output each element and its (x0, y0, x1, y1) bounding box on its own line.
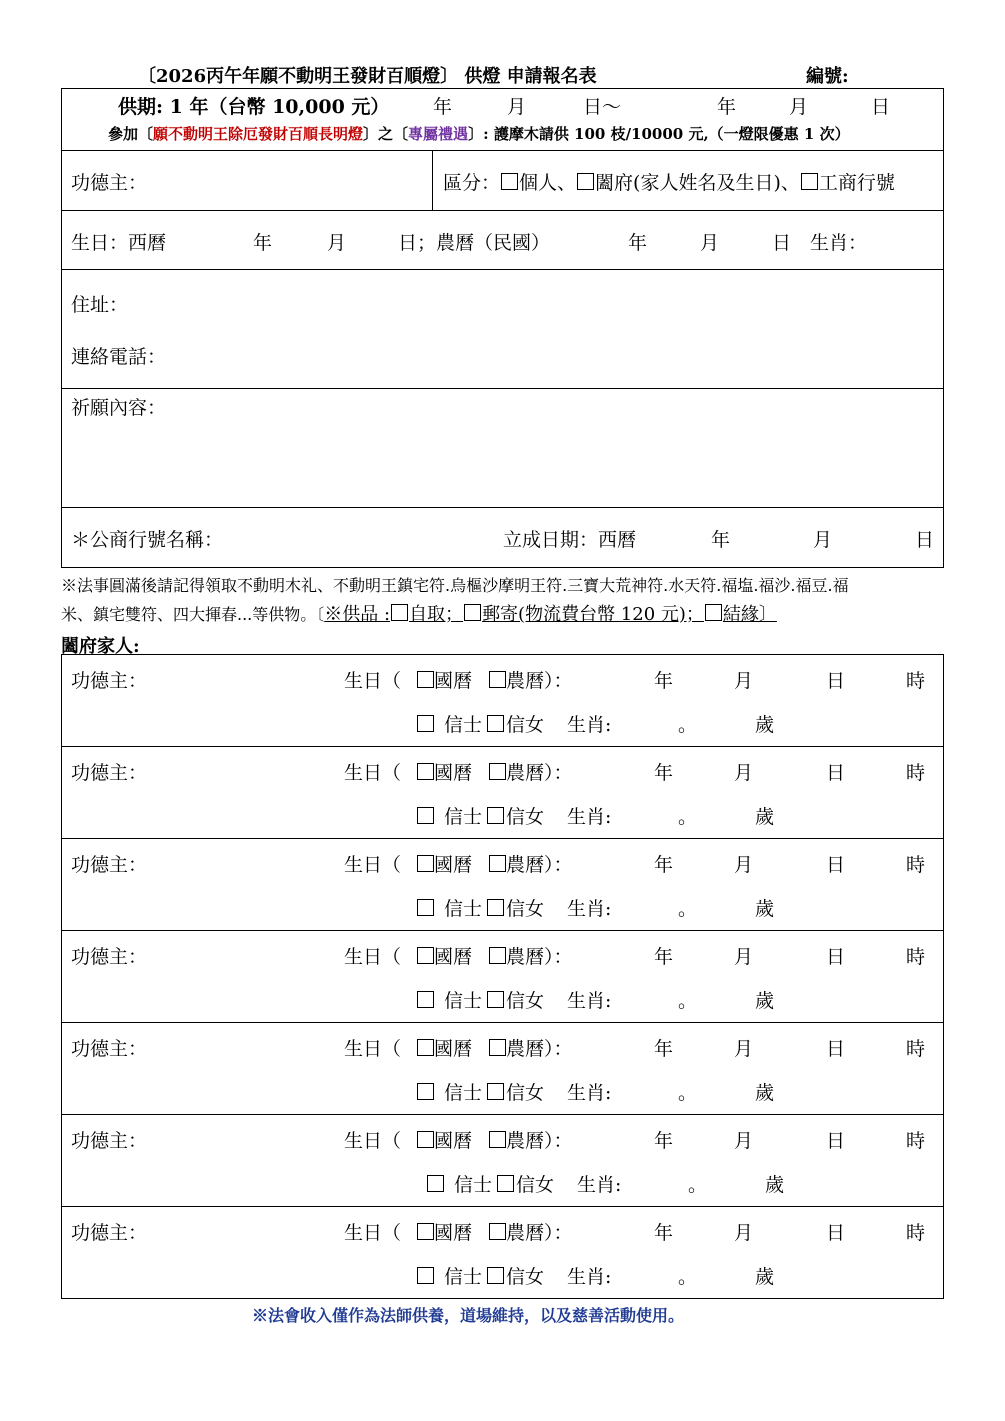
lunar-calendar-label: 農曆）： (506, 946, 573, 968)
family-age-label[interactable]: 歲 (765, 1174, 785, 1196)
female-devotee-checkbox[interactable] (487, 899, 504, 916)
family-birth-year[interactable]: 年 (654, 946, 674, 968)
family-zodiac-separator: 。 (688, 1174, 708, 1196)
solar-calendar-label: 國曆 (434, 762, 473, 784)
lunar-calendar-label: 農曆）： (506, 1222, 573, 1244)
family-birth-day[interactable]: 日 (826, 1038, 846, 1060)
solar-calendar-checkbox[interactable] (417, 1223, 434, 1240)
period-end-day[interactable]: 日 (871, 96, 891, 118)
male-devotee-checkbox[interactable] (427, 1175, 444, 1192)
family-birth-day[interactable]: 日 (826, 762, 846, 784)
family-donor-label: 功德主： (71, 762, 148, 784)
lunar-calendar-label: 農曆）： (506, 670, 573, 692)
address-field[interactable]: 住址： (71, 294, 129, 316)
business-checkbox[interactable] (801, 173, 818, 190)
table-row-divider (61, 746, 944, 747)
bond-checkbox[interactable] (705, 604, 722, 621)
company-name-field[interactable]: ＊公商行號名稱： (71, 529, 224, 551)
female-devotee-checkbox[interactable] (487, 1267, 504, 1284)
divider (61, 507, 944, 508)
lunar-calendar-checkbox[interactable] (489, 1131, 506, 1148)
male-devotee-label: 信士 (444, 990, 483, 1012)
period-start-day[interactable]: 日～ (583, 96, 622, 118)
male-devotee-checkbox[interactable] (417, 991, 434, 1008)
bond-label: 結緣〕 (722, 604, 777, 625)
business-label: 工商行號 (818, 172, 895, 194)
family-age-label[interactable]: 歲 (755, 714, 775, 736)
phone-field[interactable]: 連絡電話： (71, 346, 167, 368)
solar-calendar-label: 國曆 (434, 1038, 473, 1060)
promo-special: 專屬禮遇 (408, 125, 469, 143)
family-birth-label: 生日（ (344, 854, 402, 876)
solar-calendar-checkbox[interactable] (417, 855, 434, 872)
family-birth-year[interactable]: 年 (654, 762, 674, 784)
family-zodiac-separator: 。 (678, 1266, 698, 1288)
family-birth-year[interactable]: 年 (654, 854, 674, 876)
table-row-divider (61, 838, 944, 839)
family-birth-hour[interactable]: 時 (906, 854, 926, 876)
lunar-calendar-checkbox[interactable] (489, 855, 506, 872)
family-birth-month[interactable]: 月 (734, 1222, 754, 1244)
solar-calendar-label: 國曆 (434, 946, 473, 968)
solar-calendar-label: 國曆 (434, 1130, 473, 1152)
family-birth-label: 生日（ (344, 1038, 402, 1060)
family-birth-label: 生日（ (344, 1130, 402, 1152)
male-devotee-checkbox[interactable] (417, 899, 434, 916)
male-devotee-label: 信士 (444, 898, 483, 920)
male-devotee-label: 信士 (444, 806, 483, 828)
founded-year[interactable]: 年 (711, 529, 731, 551)
family-donor-label: 功德主： (71, 1222, 148, 1244)
family-zodiac-label: 生肖: (567, 990, 612, 1012)
notice-line-1: ※法事圓滿後請記得領取不動明木礼、不動明王鎮宅符.烏樞沙摩明王符.三寶大荒神符.水天符.福塩.福沙.福豆.福 (61, 576, 849, 595)
family-zodiac-separator: 。 (678, 898, 698, 920)
female-devotee-checkbox[interactable] (487, 1083, 504, 1100)
family-section-title: 闔府家人: (61, 636, 140, 657)
female-devotee-checkbox[interactable] (497, 1175, 514, 1192)
founded-day[interactable]: 日 (915, 529, 935, 551)
household-checkbox[interactable] (577, 173, 594, 190)
family-birth-label: 生日（ (344, 1222, 402, 1244)
family-age-label[interactable]: 歲 (755, 1082, 775, 1104)
family-birth-hour[interactable]: 時 (906, 946, 926, 968)
family-birth-year[interactable]: 年 (654, 1038, 674, 1060)
solar-calendar-checkbox[interactable] (417, 763, 434, 780)
pickup-checkbox[interactable] (391, 604, 408, 621)
female-devotee-checkbox[interactable] (487, 807, 504, 824)
family-birth-label: 生日（ (344, 670, 402, 692)
family-birth-hour[interactable]: 時 (906, 670, 926, 692)
male-devotee-label: 信士 (454, 1174, 493, 1196)
family-birth-day[interactable]: 日 (826, 1130, 846, 1152)
solar-calendar-label: 國曆 (434, 670, 473, 692)
donor-label: 功德主： (71, 172, 148, 194)
family-donor-label: 功德主： (71, 854, 148, 876)
family-birth-day[interactable]: 日 (826, 854, 846, 876)
family-age-label[interactable]: 歲 (755, 1266, 775, 1288)
category-selector (443, 168, 895, 195)
divider (61, 150, 944, 151)
lunar-calendar-checkbox[interactable] (489, 671, 506, 688)
solar-calendar-checkbox[interactable] (417, 947, 434, 964)
individual-checkbox[interactable] (501, 173, 518, 190)
birth-lunar-month[interactable]: 月 (700, 232, 720, 254)
birth-solar-month[interactable]: 月 (327, 232, 347, 254)
solar-calendar-label: 國曆 (434, 1222, 473, 1244)
table-row-divider (61, 1022, 944, 1023)
family-birth-month[interactable]: 月 (734, 854, 754, 876)
period-end-month[interactable]: 月 (789, 96, 809, 118)
family-birth-day[interactable]: 日 (826, 670, 846, 692)
female-devotee-checkbox[interactable] (487, 715, 504, 732)
solar-calendar-label: 國曆 (434, 854, 473, 876)
family-birth-month[interactable]: 月 (734, 670, 754, 692)
lunar-calendar-checkbox[interactable] (489, 1223, 506, 1240)
family-zodiac-label: 生肖: (567, 806, 612, 828)
zodiac-label: 生肖： (810, 232, 868, 254)
birth-lunar-year[interactable]: 年 (628, 232, 648, 254)
family-birth-year[interactable]: 年 (654, 1222, 674, 1244)
family-donor-label: 功德主： (71, 670, 148, 692)
family-table (61, 654, 944, 1299)
wish-field[interactable]: 祈願內容： (71, 397, 167, 419)
period-end-year[interactable]: 年 (717, 96, 737, 118)
family-zodiac-label: 生肖: (567, 1082, 612, 1104)
female-devotee-label: 信女 (506, 714, 545, 736)
solar-calendar-checkbox[interactable] (417, 1131, 434, 1148)
female-devotee-label: 信女 (506, 1266, 545, 1288)
family-birth-year[interactable]: 年 (654, 670, 674, 692)
birth-solar-label: 生日：西曆 (71, 232, 167, 254)
family-birth-label: 生日（ (344, 762, 402, 784)
founded-month[interactable]: 月 (813, 529, 833, 551)
divider (61, 388, 944, 389)
offering-label: ※供品 : (324, 604, 391, 625)
table-row-divider (61, 930, 944, 931)
family-zodiac-label: 生肖: (567, 714, 612, 736)
family-birth-day[interactable]: 日 (826, 946, 846, 968)
female-devotee-label: 信女 (506, 990, 545, 1012)
household-label: 闔府(家人姓名及生日)、 (595, 172, 800, 194)
table-row-divider (61, 1114, 944, 1115)
footer-note: ※法會收入僅作為法師供養，道場維持，以及慈善活動使用。 (252, 1306, 685, 1325)
family-age-label[interactable]: 歲 (755, 806, 775, 828)
promo-line (108, 123, 850, 144)
family-birth-month[interactable]: 月 (734, 946, 754, 968)
female-devotee-label: 信女 (506, 1082, 545, 1104)
male-devotee-label: 信士 (444, 1266, 483, 1288)
lunar-calendar-label: 農曆）： (506, 1130, 573, 1152)
serial-number-label: 編號: (806, 66, 849, 87)
offering-options (324, 604, 777, 625)
lunar-calendar-label: 農曆）： (506, 1038, 573, 1060)
male-devotee-checkbox[interactable] (417, 1267, 434, 1284)
lunar-calendar-checkbox[interactable] (489, 947, 506, 964)
family-zodiac-separator: 。 (678, 714, 698, 736)
promo-suffix: 〕: 護摩木請供 100 枝/10000 元,（一燈限優惠 1 次） (468, 125, 850, 143)
family-birth-hour[interactable]: 時 (906, 1130, 926, 1152)
female-devotee-label: 信女 (506, 806, 545, 828)
family-zodiac-label: 生肖: (567, 1266, 612, 1288)
lunar-calendar-checkbox[interactable] (489, 1039, 506, 1056)
promo-lamp-name: 願不動明王除厄發財百順長明燈 (153, 125, 364, 143)
family-birth-hour[interactable]: 時 (906, 1038, 926, 1060)
promo-mid: 〕之〔 (363, 125, 409, 143)
solar-calendar-checkbox[interactable] (417, 671, 434, 688)
family-donor-label: 功德主： (71, 1038, 148, 1060)
male-devotee-checkbox[interactable] (417, 1083, 434, 1100)
birth-lunar-day[interactable]: 日 (772, 232, 792, 254)
founded-date-label: 立成日期：西曆 (503, 529, 637, 551)
table-row-divider (61, 1206, 944, 1207)
family-birth-day[interactable]: 日 (826, 1222, 846, 1244)
promo-prefix: 參加〔 (108, 125, 154, 143)
category-label: 區分： (443, 172, 501, 194)
solar-calendar-checkbox[interactable] (417, 1039, 434, 1056)
female-devotee-label: 信女 (506, 898, 545, 920)
notice-prefix: 米、鎮宅雙符、四大揮春...等供物。〔 (61, 605, 325, 624)
form-title: 〔2026丙午年願不動明王發財百順燈〕 供燈 申請報名表 (138, 66, 597, 87)
male-devotee-checkbox[interactable] (417, 807, 434, 824)
mail-checkbox[interactable] (464, 604, 481, 621)
pickup-label: 自取； (409, 604, 464, 625)
main-form-frame (61, 88, 944, 568)
family-zodiac-separator: 。 (678, 990, 698, 1012)
mail-label: 郵寄(物流費台幣 120 元)； (482, 604, 704, 625)
family-birth-month[interactable]: 月 (734, 1130, 754, 1152)
female-devotee-label: 信女 (516, 1174, 555, 1196)
lunar-calendar-label: 農曆）： (506, 762, 573, 784)
family-birth-month[interactable]: 月 (734, 1038, 754, 1060)
family-birth-month[interactable]: 月 (734, 762, 754, 784)
male-devotee-label: 信士 (444, 1082, 483, 1104)
family-age-label[interactable]: 歲 (755, 990, 775, 1012)
family-birth-hour[interactable]: 時 (906, 1222, 926, 1244)
period-label: 供期: 1 年（台幣 10,000 元） (118, 96, 390, 118)
family-birth-hour[interactable]: 時 (906, 762, 926, 784)
male-devotee-checkbox[interactable] (417, 715, 434, 732)
family-zodiac-label: 生肖: (567, 898, 612, 920)
female-devotee-checkbox[interactable] (487, 991, 504, 1008)
family-zodiac-label: 生肖: (577, 1174, 622, 1196)
lunar-calendar-label: 農曆）： (506, 854, 573, 876)
individual-label: 個人、 (519, 172, 577, 194)
family-birth-label: 生日（ (344, 946, 402, 968)
divider (61, 269, 944, 270)
notice-line-2 (61, 600, 777, 626)
family-donor-label: 功德主： (71, 946, 148, 968)
period-start-year[interactable]: 年 (433, 96, 453, 118)
male-devotee-label: 信士 (444, 714, 483, 736)
birth-solar-year[interactable]: 年 (253, 232, 273, 254)
family-donor-label: 功德主： (71, 1130, 148, 1152)
family-zodiac-separator: 。 (678, 1082, 698, 1104)
divider (61, 210, 944, 211)
divider (432, 150, 433, 210)
family-zodiac-separator: 。 (678, 806, 698, 828)
birth-lunar-label: 日；農曆（民國） (398, 232, 551, 254)
family-age-label[interactable]: 歲 (755, 898, 775, 920)
lunar-calendar-checkbox[interactable] (489, 763, 506, 780)
period-start-month[interactable]: 月 (507, 96, 527, 118)
family-birth-year[interactable]: 年 (654, 1130, 674, 1152)
